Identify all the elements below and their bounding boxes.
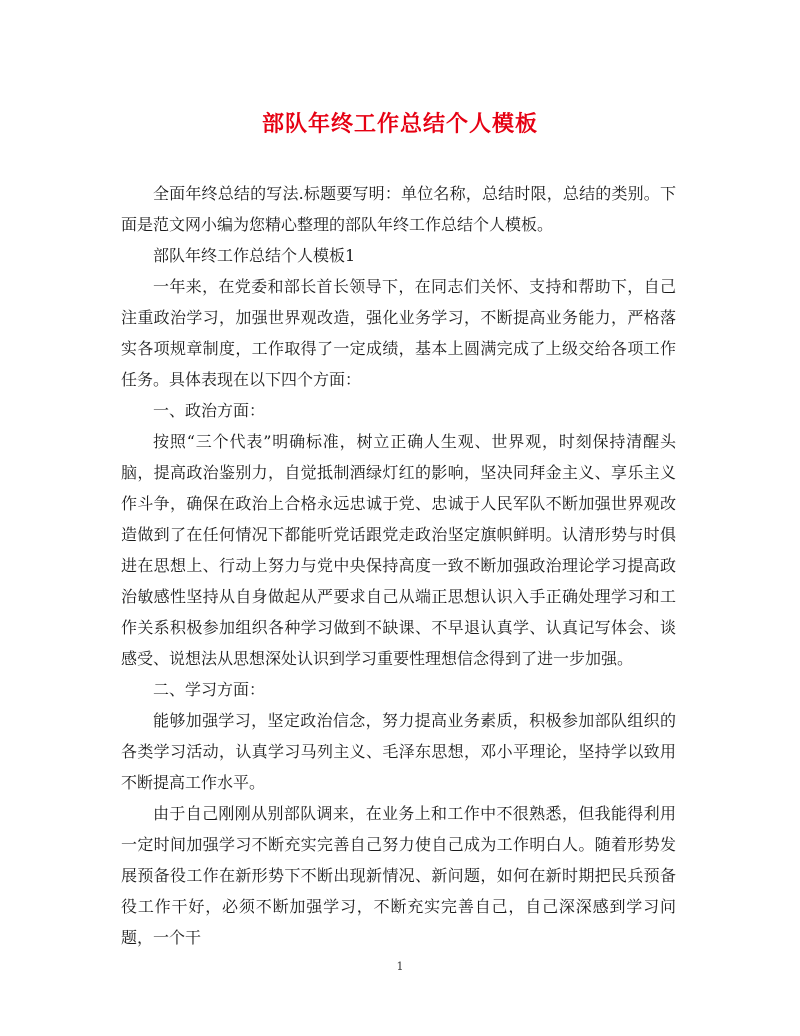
study-paragraph-2: 由于自己刚刚从别部队调来，在业务上和工作中不很熟悉，但我能得利用一定时间加强学习不断充实完善自己努力使自己成为工作明白人。随着形势发展预备役工作在新形势下不断出现新情况、新问题，如何在新时期把民兵预备役工作干好，必须不断加强学习，不断充实完善自己，自己深深感到学习问题，一个干 [121,804,676,947]
page-number: 1 [396,960,404,973]
political-paragraph: 按照“三个代表”明确标准，树立正确人生观、世界观，时刻保持清醒头脑，提高政治鉴别力，自觉抵制酒绿灯红的影响，坚决同拜金主义、享乐主义作斗争，确保在政治上合格永远忠诚于党、忠诚于人民军队不断加强世界观改造做到了在任何情况下都能听党话跟党走政治坚定旗帜鲜明。认清形势与时俱进在思想上、行动上努力与党中央保持高度一致不断加强政治理论学习提高政治敏感性坚持从自身做起从严要求自己从端正思想认识入手正确处理学习和工作关系积极参加组织各种学习做到不缺课、不早退认真学、认真记写体会、谈感受、说想法从思想深处认识到学习重要性理想信念得到了进一步加强。 [121,432,676,668]
study-paragraph-1: 能够加强学习，坚定政治信念，努力提高业务素质，积极参加部队组织的各类学习活动，认真学习马列主义、毛泽东思想，邓小平理论，坚持学以致用不断提高工作水平。 [121,711,676,792]
overview-paragraph: 一年来，在党委和部长首长领导下，在同志们关怀、支持和帮助下，自己注重政治学习，加强世界观改造，强化业务学习，不断提高业务能力，严格落实各项规章制度，工作取得了一定成绩，基本上圆满完成了上级交给各项工作任务。具体表现在以下四个方面： [121,277,676,389]
document-title: 部队年终工作总结个人模板 [261,111,538,137]
document-body [121,178,676,953]
section-heading-political: 一、政治方面： [153,401,266,420]
section-heading-template-1: 部队年终工作总结个人模板1 [153,246,356,265]
section-heading-study: 二、学习方面： [153,680,266,699]
intro-paragraph: 全面年终总结的写法.标题要写明：单位名称，总结时限，总结的类别。下面是范文网小编为您精心整理的部队年终工作总结个人模板。 [121,184,676,234]
